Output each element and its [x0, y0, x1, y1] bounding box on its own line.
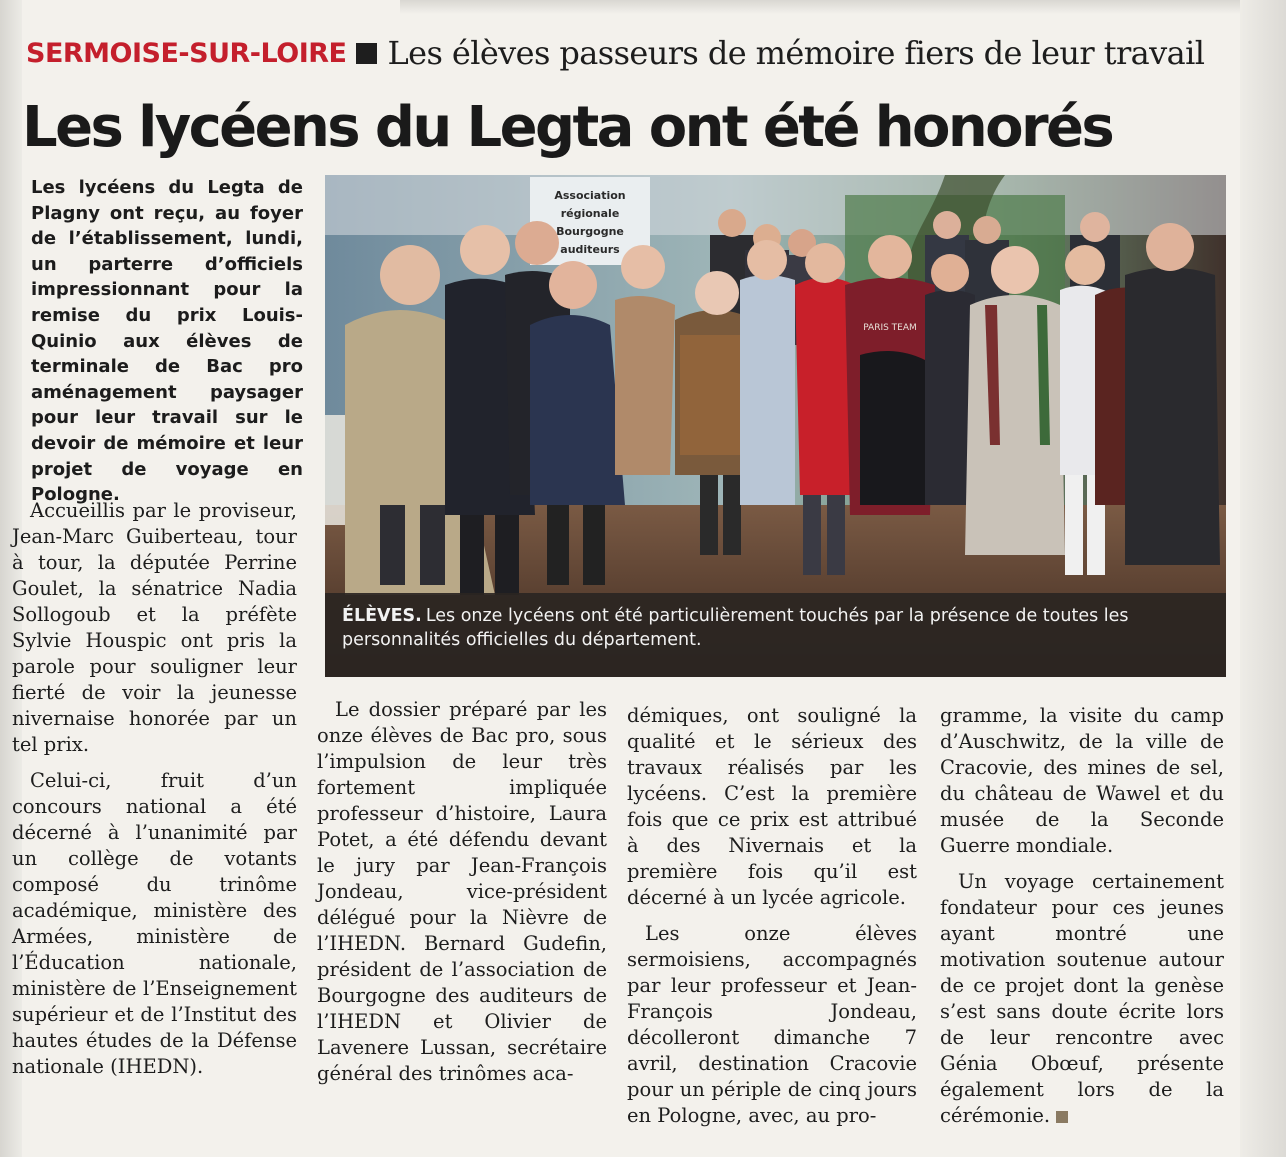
body-column-3: [627, 703, 917, 1139]
body-paragraph: Le dossier préparé par les onze élèves de Bac pro, sous l’impulsion de leur très fortement impliquée professeur d’histoire, Laura Potet, a été défendu devant le jury par Jean-François Jondeau, vice-président délégué pour la Nièvre de l’IHEDN. Bernard Gudefin, président de l’association de Bourgogne des auditeurs de l’IHEDN et Olivier de Lavenere Lussan, secrétaire général des trinômes aca-: [317, 698, 607, 1085]
article-lede: Les lycéens du Legta de Plagny ont reçu, au foyer de l’établissement, lundi, un parterre d’officiels impressionnant pour la remise du prix Louis-Quinio aux élèves de terminale de Bac pro aménagement paysager pour leur travail sur le devoir de mémoire et leur projet de voyage en Pologne.: [31, 177, 303, 506]
body-column-2: [317, 697, 607, 1097]
adjacent-article-strip-right: [1240, 0, 1286, 1157]
sign-line: régionale: [560, 207, 620, 220]
adjacent-article-strip-top: [400, 0, 1280, 14]
photo-caption: [342, 604, 1212, 652]
caption-text: Les onze lycéens ont été particulièrement touchés par la présence de toutes les personnalités officielles du département.: [342, 606, 1129, 650]
group-photo-illustration: [325, 175, 1226, 677]
group-photo: [325, 175, 1226, 677]
kicker-location: SERMOISE-SUR-LOIRE: [26, 37, 347, 69]
body-paragraph-text: Un voyage certainement fondateur pour ces jeunes ayant montré une motivation soutenue autour de ce projet dont la genèse s’est sans doute écrite lors de leur rencontre avec Génia Obœuf, présente également lors de la cérémonie.: [940, 870, 1224, 1127]
body-paragraph: [940, 869, 1224, 1129]
body-column-1: [12, 498, 297, 1090]
sign-line: Bourgogne: [556, 225, 624, 238]
article-headline: Les lycéens du Legta ont été honorés: [22, 95, 1113, 160]
body-paragraph: Les onze élèves sermoisiens, accompagnés par leur professeur et Jean-François Jondeau, décolleront dimanche 7 avril, destination Cracovie pour un périple de cinq jours en Pologne, avec, au pro-: [627, 922, 917, 1127]
body-paragraph: démiques, ont souligné la qualité et le sérieux des travaux réalisés par les lycéens. C’est la première fois que ce prix est attribué à des Nivernais et la première fois qu’il est décerné à un lycée agricole.: [627, 704, 917, 909]
shirt-print: PARIS TEAM: [863, 323, 917, 333]
body-paragraph: Accueillis par le proviseur, Jean-Marc Guiberteau, tour à tour, la députée Perrine Goulet, la sénatrice Nadia Sollogoub et la préfète Sylvie Houspic ont pris la parole pour souligner leur fierté de voir la jeunesse nivernaise honorée par un tel prix.: [12, 499, 297, 756]
body-paragraph: Celui-ci, fruit d’un concours national a été décerné à l’unanimité par un collège de votants composé du trinôme académique, ministère des Armées, ministère de l’Éducation nationale, ministère de l’Enseignement supérieur et de l’Institut des hautes études de la Défense nationale (IHEDN).: [12, 769, 297, 1078]
kicker-subtitle: Les élèves passeurs de mémoire fiers de leur travail: [387, 34, 1205, 72]
body-column-4: [940, 703, 1224, 1139]
body-paragraph: gramme, la visite du camp d’Auschwitz, de la ville de Cracovie, des mines de sel, du château de Wawel et du musée de la Seconde Guerre mondiale.: [940, 704, 1224, 857]
sign-line: auditeurs: [560, 243, 620, 256]
kicker-square-bullet: [356, 43, 377, 64]
sign-line: Association: [554, 189, 626, 202]
article-kicker: [26, 26, 1236, 80]
article-end-mark: [1056, 1111, 1068, 1123]
caption-lead: ÉLÈVES.: [342, 606, 422, 626]
